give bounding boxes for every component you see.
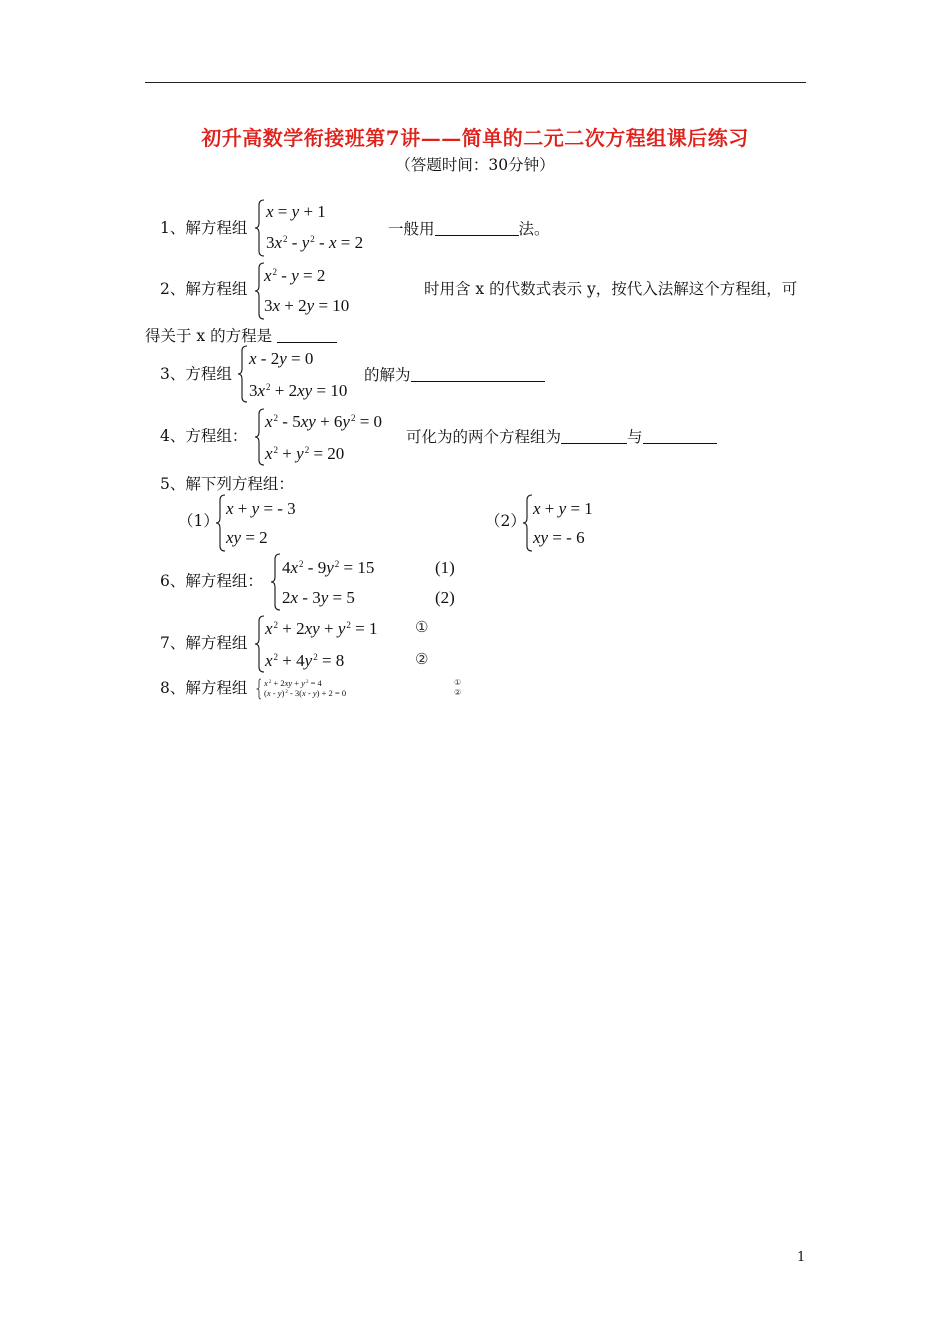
- q2-text: 时用含 x 的代数式表示 y，按代入法解这个方程组，可: [424, 280, 798, 298]
- q5-part2-system: [523, 494, 633, 552]
- header-rule: [145, 82, 806, 83]
- q5-part1-label: （1）: [178, 512, 219, 530]
- brace-icon: [255, 199, 265, 257]
- q5-part1-system: [216, 494, 326, 552]
- time-note: （答题时间：30分钟）: [395, 156, 555, 174]
- q7-label: 7、解方程组: [160, 634, 248, 652]
- q1-text: 一般用 法。: [388, 220, 550, 238]
- q3-answer-blank[interactable]: [411, 367, 545, 382]
- q8-label: 8、解方程组: [160, 679, 248, 697]
- q6-label: 6、解方程组：: [160, 572, 263, 590]
- q2-eq2: 3x + 2y = 10: [264, 296, 350, 315]
- q5-part2-eq1: x + y = 1: [533, 499, 593, 518]
- brace-icon: [255, 615, 265, 673]
- q5-part2-label: （2）: [485, 512, 526, 530]
- q6-eq2: 2x - 3y = 5: [282, 588, 355, 607]
- q3-label: 3、方程组: [160, 365, 232, 383]
- q8-mark1: ①: [454, 678, 462, 687]
- q1-eq2: $3x^2 - y^2 - x = 2$: [266, 233, 364, 252]
- q2-eq1: $x^2 - y = 2$: [264, 266, 326, 285]
- q3-equation-system: [238, 345, 368, 403]
- q4-eq1: $x^2 - 5xy + 6y^2 = 0$: [265, 412, 383, 431]
- q7-eq2: $x^2 + 4y^2 = 8$: [265, 651, 345, 670]
- brace-icon: [271, 553, 281, 611]
- page-number: 1: [797, 1250, 806, 1265]
- brace-icon: [256, 678, 262, 700]
- q3-eq1: x - 2y = 0: [249, 349, 314, 368]
- q6-eq1: $4x^2 - 9y^2 = 15$: [282, 558, 375, 577]
- q2-label: 2、解方程组: [160, 280, 248, 298]
- q6-mark2: (2): [435, 588, 455, 607]
- q3-text: 的解为: [364, 367, 545, 384]
- q2-line2: 得关于 x 的方程是: [145, 328, 337, 345]
- q6-mark1: (1): [435, 558, 455, 577]
- q2-equation-system: [255, 262, 375, 320]
- q5-part2-eq2: xy = - 6: [533, 528, 585, 547]
- q7-eq1: $x^2 + 2xy + y^2 = 1$: [265, 619, 378, 638]
- q4-answer-blank-2[interactable]: [643, 429, 717, 444]
- q4-label: 4、方程组：: [160, 427, 248, 445]
- q5-part1-eq2: xy = 2: [226, 528, 268, 547]
- q3-eq2: $3x^2 + 2xy = 10$: [249, 381, 348, 400]
- q5-label: 5、解下列方程组：: [160, 475, 294, 493]
- q1-eq1: x = y + 1: [266, 202, 326, 221]
- brace-icon: [523, 494, 533, 552]
- q1-label: 1、解方程组: [160, 219, 248, 237]
- q7-equation-system: [255, 615, 455, 673]
- q4-eq2: $x^2 + y^2 = 20$: [265, 444, 345, 463]
- page-title: 初升高数学衔接班第7讲——简单的二元二次方程组课后练习: [201, 126, 749, 150]
- q8-equation-system: [256, 678, 476, 700]
- q4-answer-blank-1[interactable]: [561, 429, 627, 444]
- q1-answer-blank[interactable]: [435, 221, 519, 236]
- q8-eq2: (x - y)$^2$ - 3(x - y) + 2 = 0: [264, 688, 347, 698]
- q4-equation-system: [255, 408, 415, 466]
- brace-icon: [216, 494, 226, 552]
- q7-mark1: ①: [415, 618, 429, 636]
- q8-mark2: ②: [454, 688, 462, 697]
- q5-part1-eq1: x + y = - 3: [226, 499, 296, 518]
- q1-equation-system: [255, 199, 395, 257]
- brace-icon: [238, 345, 248, 403]
- q4-text: 可化为的两个方程组为 与: [406, 429, 717, 446]
- q2-answer-blank[interactable]: [277, 328, 337, 343]
- q8-eq1: $x^2 + 2xy + y^2 = 4$: [264, 678, 322, 688]
- q7-mark2: ②: [415, 650, 429, 668]
- brace-icon: [255, 408, 265, 466]
- q6-equation-system: [271, 553, 471, 611]
